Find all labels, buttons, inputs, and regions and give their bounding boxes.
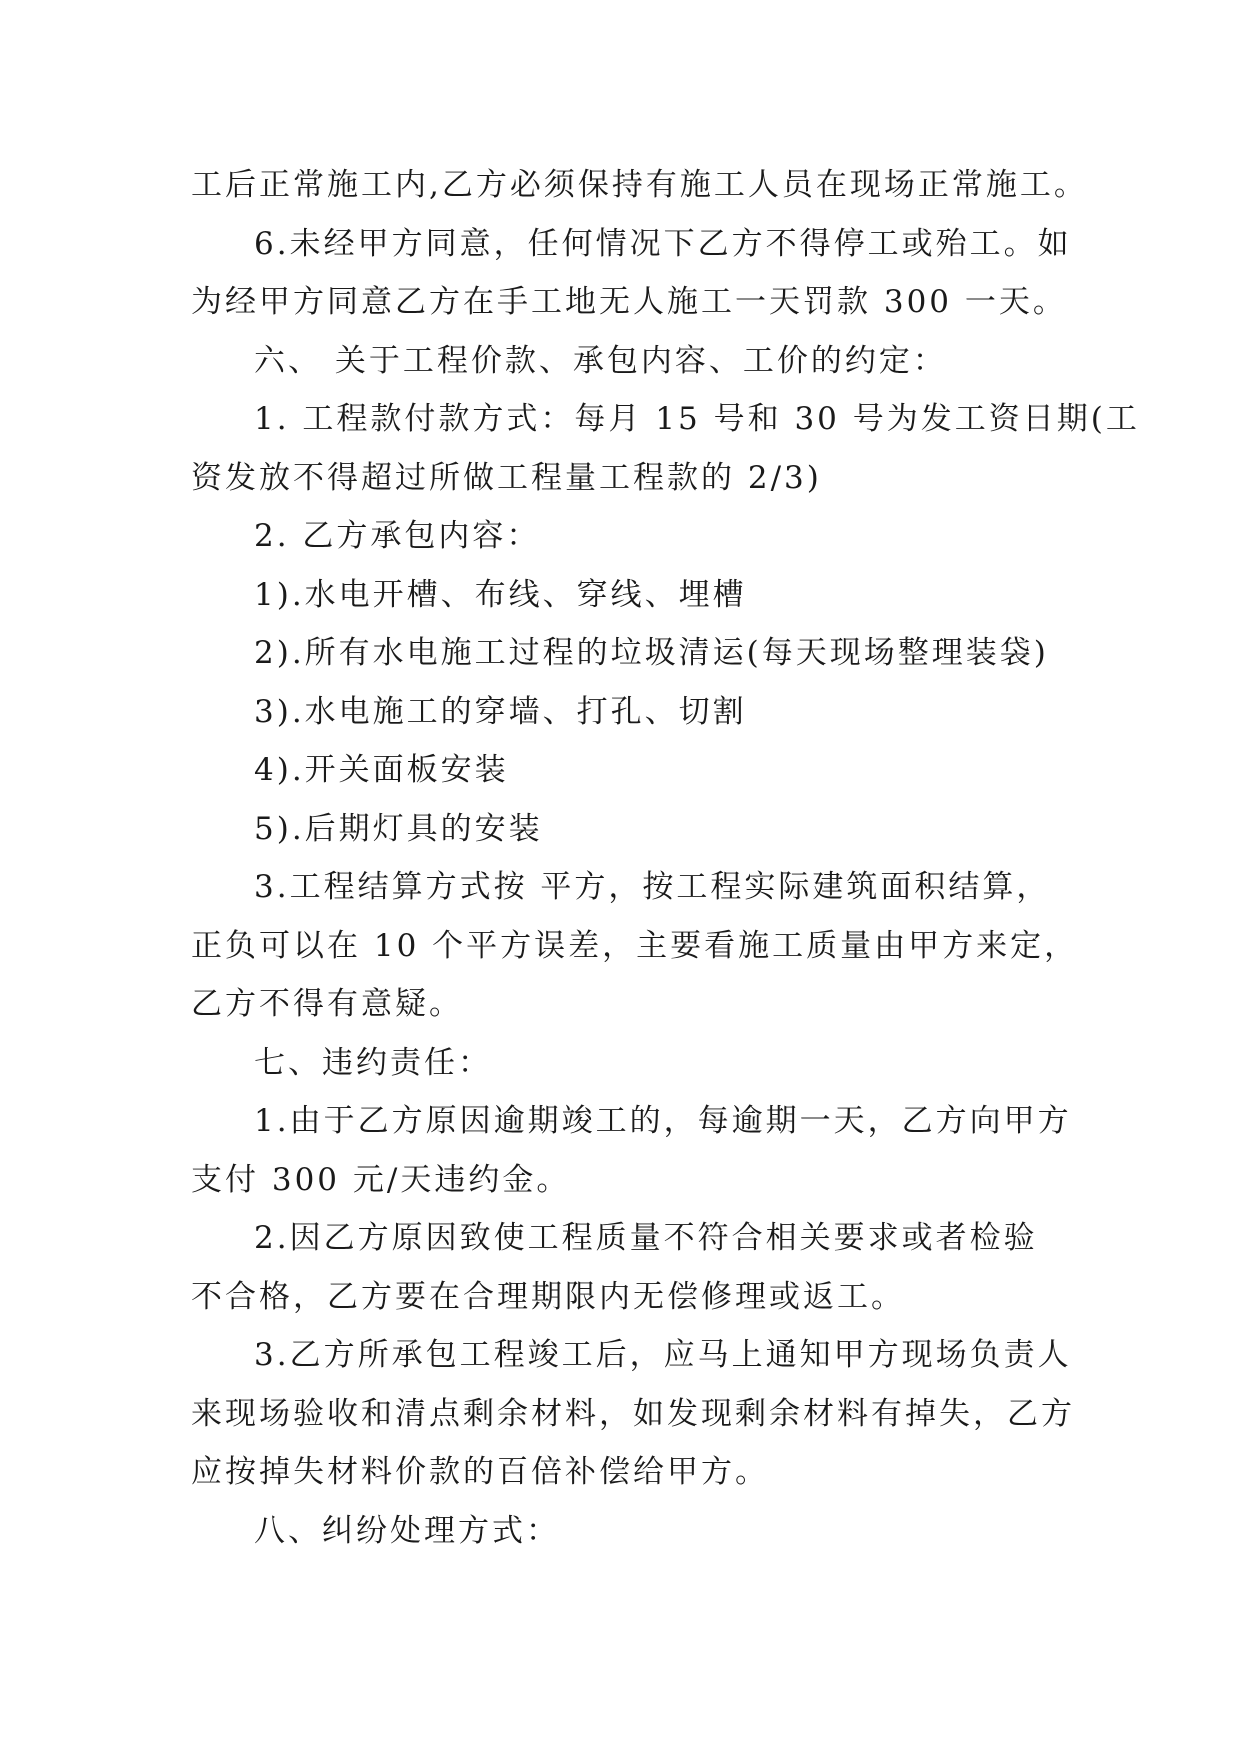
text-line: 2).所有水电施工过程的垃圾清运(每天现场整理装袋) — [254, 635, 1049, 671]
text-line: 八、纠纷处理方式： — [254, 1512, 560, 1549]
text-line: 1.由于乙方原因逾期竣工的，每逾期一天，乙方向甲方 — [254, 1103, 1072, 1139]
text-line: 3.乙方所承包工程竣工后，应马上通知甲方现场负责人 — [254, 1337, 1072, 1373]
text-line: 应按掉失材料价款的百倍补偿给甲方。 — [191, 1454, 769, 1490]
text-line: 为经甲方同意乙方在手工地无人施工一天罚款 300 一天。 — [191, 284, 1067, 320]
text-line: 工后正常施工内,乙方必须保持有施工人员在现场正常施工。 — [191, 167, 1088, 203]
text-line: 正负可以在 10 个平方误差，主要看施工质量由甲方来定， — [191, 927, 1079, 964]
text-line: 6.未经甲方同意，任何情况下乙方不得停工或殆工。如 — [254, 225, 1072, 262]
text-line: 2. 乙方承包内容： — [254, 518, 541, 554]
text-line: 1. 工程款付款方式：每月 15 号和 30 号为发工资日期(工 — [254, 401, 1140, 437]
text-line: 5).后期灯具的安装 — [254, 810, 543, 847]
contract-text-block — [191, 156, 1140, 1560]
text-line: 4).开关面板安装 — [254, 752, 509, 788]
text-line: 3).水电施工的穿墙、打孔、切割 — [254, 693, 747, 730]
text-line: 资发放不得超过所做工程量工程款的 2/3) — [191, 459, 822, 496]
text-line: 不合格，乙方要在合理期限内无偿修理或返工。 — [191, 1278, 905, 1315]
text-line: 3.工程结算方式按 平方，按工程实际建筑面积结算， — [254, 869, 1051, 905]
text-line: 来现场验收和清点剩余材料，如发现剩余材料有掉失，乙方 — [191, 1395, 1075, 1432]
text-line: 七、违约责任： — [254, 1044, 492, 1081]
text-line: 支付 300 元/天违约金。 — [191, 1161, 571, 1198]
text-line: 乙方不得有意疑。 — [191, 986, 463, 1022]
text-line: 1).水电开槽、布线、穿线、埋槽 — [254, 576, 747, 613]
text-line: 2.因乙方原因致使工程质量不符合相关要求或者检验 — [254, 1220, 1038, 1256]
text-line: 六、 关于工程价款、承包内容、工价的约定： — [254, 342, 947, 379]
